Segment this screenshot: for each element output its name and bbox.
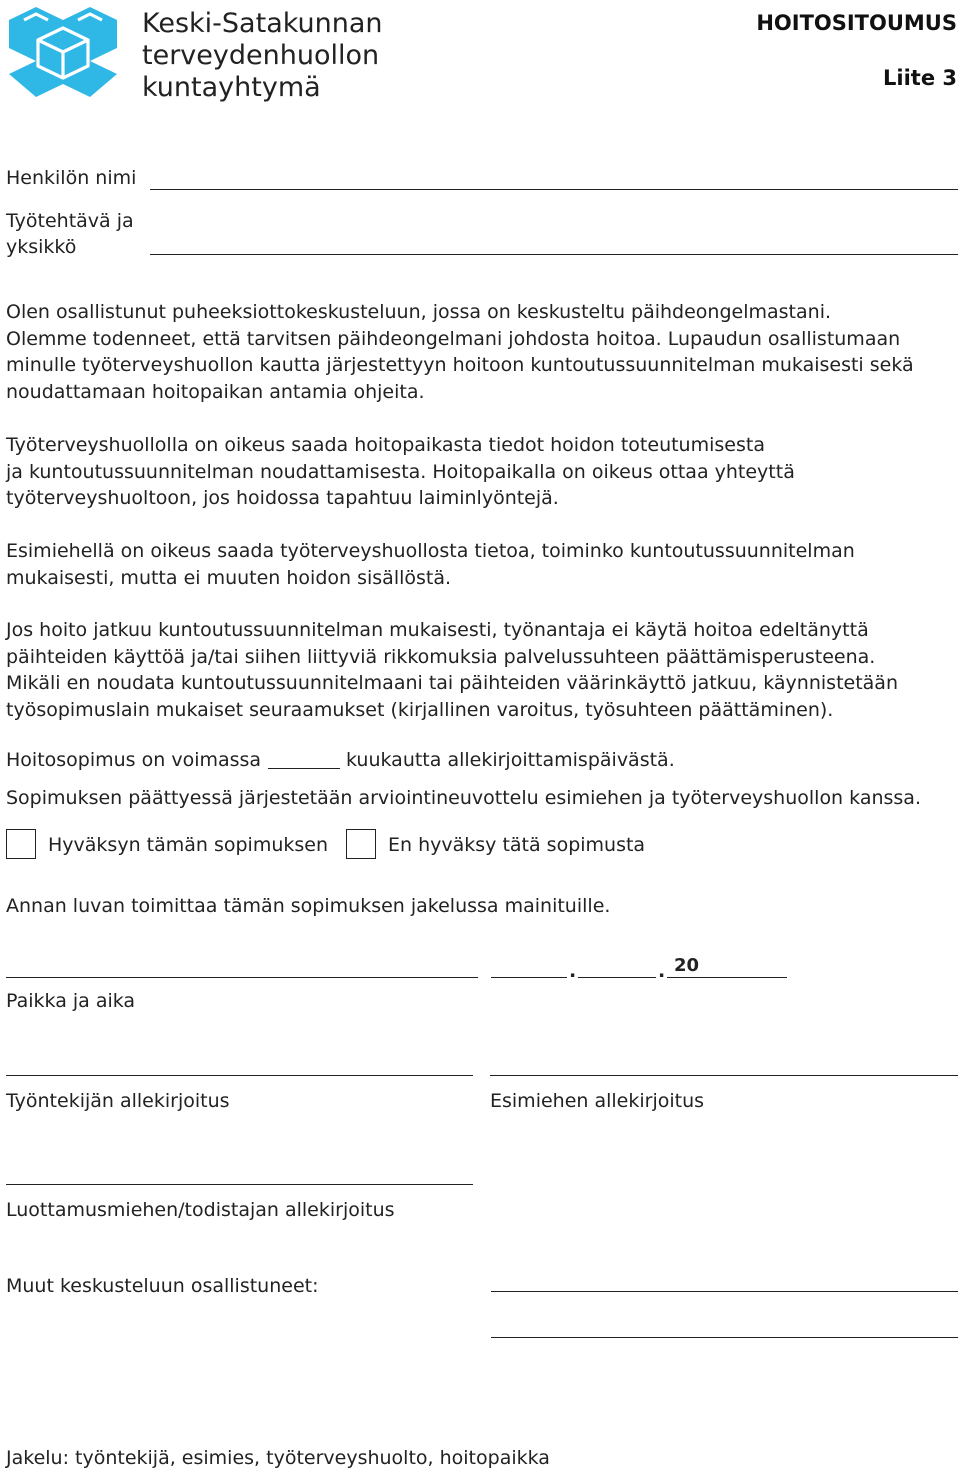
- other-participants-field[interactable]: [491, 1291, 958, 1292]
- place-time-label: Paikka ja aika: [6, 990, 136, 1012]
- date-year-field[interactable]: [667, 977, 787, 978]
- paragraph-commitment: [6, 299, 914, 405]
- document-title: HOITOSITOUMUS: [756, 11, 957, 35]
- paragraph-line: Olen osallistunut puheeksiottokeskusteluun, jossa on keskusteltu päihdeongelmastani.: [6, 301, 832, 323]
- date-day-field[interactable]: [491, 977, 567, 978]
- paragraph-supervisor: [6, 538, 855, 591]
- employee-signature-field[interactable]: [6, 1075, 473, 1076]
- evaluation-text: Sopimuksen päättyessä järjestetään arviointineuvottelu esimiehen ja työterveyshuollon kanssa.: [6, 787, 921, 809]
- validity-months-field[interactable]: [268, 768, 340, 769]
- task-unit-label-line: Työtehtävä ja: [6, 210, 134, 232]
- paragraph-occupational-health: [6, 432, 795, 512]
- witness-signature-label: Luottamusmiehen/todistajan allekirjoitus: [6, 1199, 395, 1221]
- paragraph-line: työterveyshuoltoon, jos hoidossa tapahtuu laiminlyöntejä.: [6, 487, 559, 509]
- task-unit-label: [6, 208, 134, 260]
- other-participants-label: Muut keskusteluun osallistuneet:: [6, 1275, 319, 1297]
- accept-checkbox[interactable]: [6, 829, 36, 859]
- decline-label: En hyväksy tätä sopimusta: [388, 834, 646, 856]
- paragraph-line: Työterveyshuollolla on oikeus saada hoitopaikasta tiedot hoidon toteutumisesta: [6, 434, 765, 456]
- person-name-field[interactable]: [150, 189, 958, 190]
- decline-checkbox[interactable]: [346, 829, 376, 859]
- task-unit-field[interactable]: [150, 254, 958, 255]
- paragraph-line: Esimiehellä on oikeus saada työterveyshuollosta tietoa, toiminko kuntoutussuunnitelman: [6, 540, 855, 562]
- date-separator: .: [658, 960, 666, 982]
- date-month-field[interactable]: [578, 977, 656, 978]
- paragraph-line: Jos hoito jatkuu kuntoutussuunnitelman mukaisesti, työnantaja ei käytä hoitoa edeltänyttä: [6, 619, 869, 641]
- supervisor-signature-field[interactable]: [490, 1075, 958, 1076]
- witness-signature-field[interactable]: [6, 1184, 473, 1185]
- permission-text: Annan luvan toimittaa tämän sopimuksen jakelussa mainituille.: [6, 895, 611, 917]
- paragraph-line: Mikäli en noudata kuntoutussuunnitelmaani tai päihteiden väärinkäyttö jatkuu, käynnistetään: [6, 672, 898, 694]
- paragraph-line: minulle työterveyshuollon kautta järjestettyyn hoitoon kuntoutussuunnitelman mukaisesti sekä: [6, 354, 914, 376]
- paragraph-line: mukaisesti, mutta ei muuten hoidon sisällöstä.: [6, 566, 452, 589]
- distribution-text: Jakelu: työntekijä, esimies, työterveyshuolto, hoitopaikka: [6, 1447, 550, 1469]
- organization-name-line: terveydenhuollon: [142, 40, 380, 71]
- appendix-label: Liite 3: [883, 66, 957, 90]
- date-separator: .: [569, 960, 577, 982]
- place-field[interactable]: [6, 977, 478, 978]
- employee-signature-label: Työntekijän allekirjoitus: [6, 1090, 230, 1112]
- organization-name: [142, 8, 383, 104]
- paragraph-line: päihteiden käyttöä ja/tai siihen liittyviä rikkomuksia palvelussuhteen päättämisperusteena.: [6, 645, 876, 668]
- organization-name-line: Keski-Satakunnan: [142, 8, 383, 39]
- organization-name-line: kuntayhtymä: [142, 72, 321, 103]
- accept-label: Hyväksyn tämän sopimuksen: [48, 834, 329, 856]
- paragraph-consequences: [6, 617, 898, 723]
- paragraph-line: työsopimuslain mukaiset seuraamukset (kirjallinen varoitus, työsuhteen päättäminen).: [6, 698, 834, 721]
- person-name-label: Henkilön nimi: [6, 167, 137, 189]
- validity-suffix: kuukautta allekirjoittamispäivästä.: [346, 749, 675, 771]
- cube-cross-logo-icon: [6, 4, 120, 100]
- supervisor-signature-label: Esimiehen allekirjoitus: [490, 1090, 705, 1112]
- task-unit-label-line: yksikkö: [6, 236, 77, 258]
- other-participants-field[interactable]: [491, 1337, 958, 1338]
- date-year-prefix: 20: [674, 955, 700, 976]
- paragraph-line: noudattamaan hoitopaikan antamia ohjeita.: [6, 380, 425, 403]
- paragraph-line: ja kuntoutussuunnitelman noudattamisesta. Hoitopaikalla on oikeus ottaa yhteyttä: [6, 460, 795, 483]
- paragraph-line: Olemme todenneet, että tarvitsen päihdeongelmani johdosta hoitoa. Lupaudun osallistumaan: [6, 327, 901, 350]
- validity-prefix: Hoitosopimus on voimassa: [6, 749, 262, 771]
